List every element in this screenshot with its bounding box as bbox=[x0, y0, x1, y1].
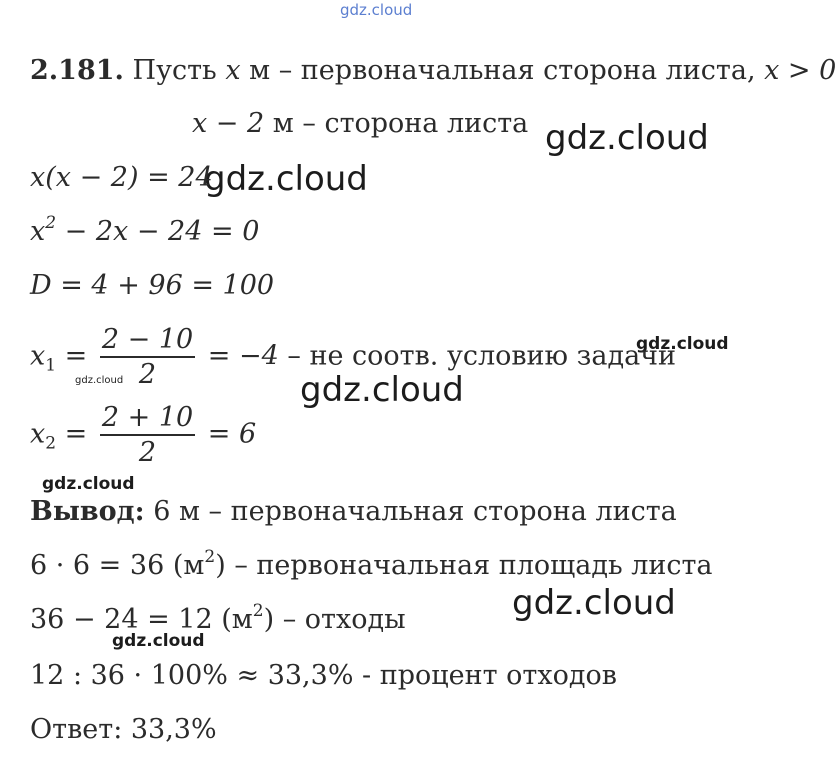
watermark: gdz.cloud bbox=[75, 375, 124, 386]
root-2-fraction bbox=[100, 404, 195, 466]
task-number: 2.181. bbox=[30, 55, 124, 86]
task-unit-desc: м – первоначальная сторона листа, bbox=[240, 55, 765, 86]
root-1-eq: = bbox=[56, 340, 96, 372]
root-1-result: = −4 bbox=[199, 340, 279, 372]
watermark: gdz.cloud bbox=[300, 370, 464, 410]
second-side-expr: x − 2 bbox=[192, 108, 265, 139]
variable-x: x bbox=[225, 55, 241, 86]
root-2-denominator: 2 bbox=[138, 437, 157, 468]
watermark: gdz.cloud bbox=[636, 334, 729, 354]
discriminant: D = 4 + 96 = 100 bbox=[30, 270, 275, 301]
watermark: gdz.cloud bbox=[204, 159, 368, 199]
task-condition: x > 0 bbox=[764, 55, 836, 86]
waste-percent: 12 : 36 · 100% ≈ 33,3% - процент отходов bbox=[30, 660, 617, 691]
waste-area-exp: 2 bbox=[252, 601, 264, 621]
root-1-denominator: 2 bbox=[138, 359, 157, 390]
root-2-sub: 2 bbox=[45, 433, 57, 454]
root-1-note: – не соотв. условию задачи bbox=[278, 340, 677, 372]
watermark: gdz.cloud bbox=[112, 631, 205, 651]
root-2-name: x bbox=[30, 418, 46, 450]
quadratic-base: x bbox=[30, 216, 46, 247]
watermark: gdz.cloud bbox=[545, 118, 709, 158]
root-2-numerator: 2 + 10 bbox=[100, 404, 195, 436]
root-2-result: = 6 bbox=[199, 418, 257, 450]
watermark-top: gdz.cloud bbox=[340, 1, 413, 19]
second-side-desc: м – сторона листа bbox=[264, 108, 529, 139]
root-1-fraction bbox=[100, 326, 195, 388]
waste-area bbox=[30, 601, 406, 635]
root-2 bbox=[30, 404, 256, 466]
quadratic-rest: − 2x − 24 = 0 bbox=[56, 216, 260, 247]
second-side bbox=[192, 110, 528, 137]
waste-area-expr: 36 − 24 = 12 (м bbox=[30, 604, 253, 635]
initial-area-rest: ) – первоначальная площадь листа bbox=[215, 550, 713, 581]
root-1 bbox=[30, 326, 676, 388]
initial-area-expr: 6 · 6 = 36 (м bbox=[30, 550, 205, 581]
watermark: gdz.cloud bbox=[512, 583, 676, 623]
initial-area bbox=[30, 547, 713, 581]
conclusion-label: Вывод: bbox=[30, 496, 145, 527]
conclusion-text: 6 м – первоначальная сторона листа bbox=[144, 496, 677, 527]
quadratic-equation bbox=[30, 213, 260, 247]
conclusion bbox=[30, 498, 677, 525]
watermark: gdz.cloud bbox=[42, 474, 135, 494]
quadratic-exponent: 2 bbox=[45, 213, 57, 233]
waste-area-rest: ) – отходы bbox=[263, 604, 406, 635]
answer: Ответ: 33,3% bbox=[30, 714, 217, 745]
root-1-name: x bbox=[30, 340, 46, 372]
root-1-sub: 1 bbox=[45, 355, 57, 376]
root-1-numerator: 2 − 10 bbox=[100, 326, 195, 358]
initial-area-exp: 2 bbox=[204, 547, 216, 567]
equation-area: x(x − 2) = 24 bbox=[30, 162, 213, 193]
root-2-eq: = bbox=[56, 418, 96, 450]
task-header bbox=[30, 57, 836, 84]
task-intro: Пусть bbox=[132, 55, 226, 86]
